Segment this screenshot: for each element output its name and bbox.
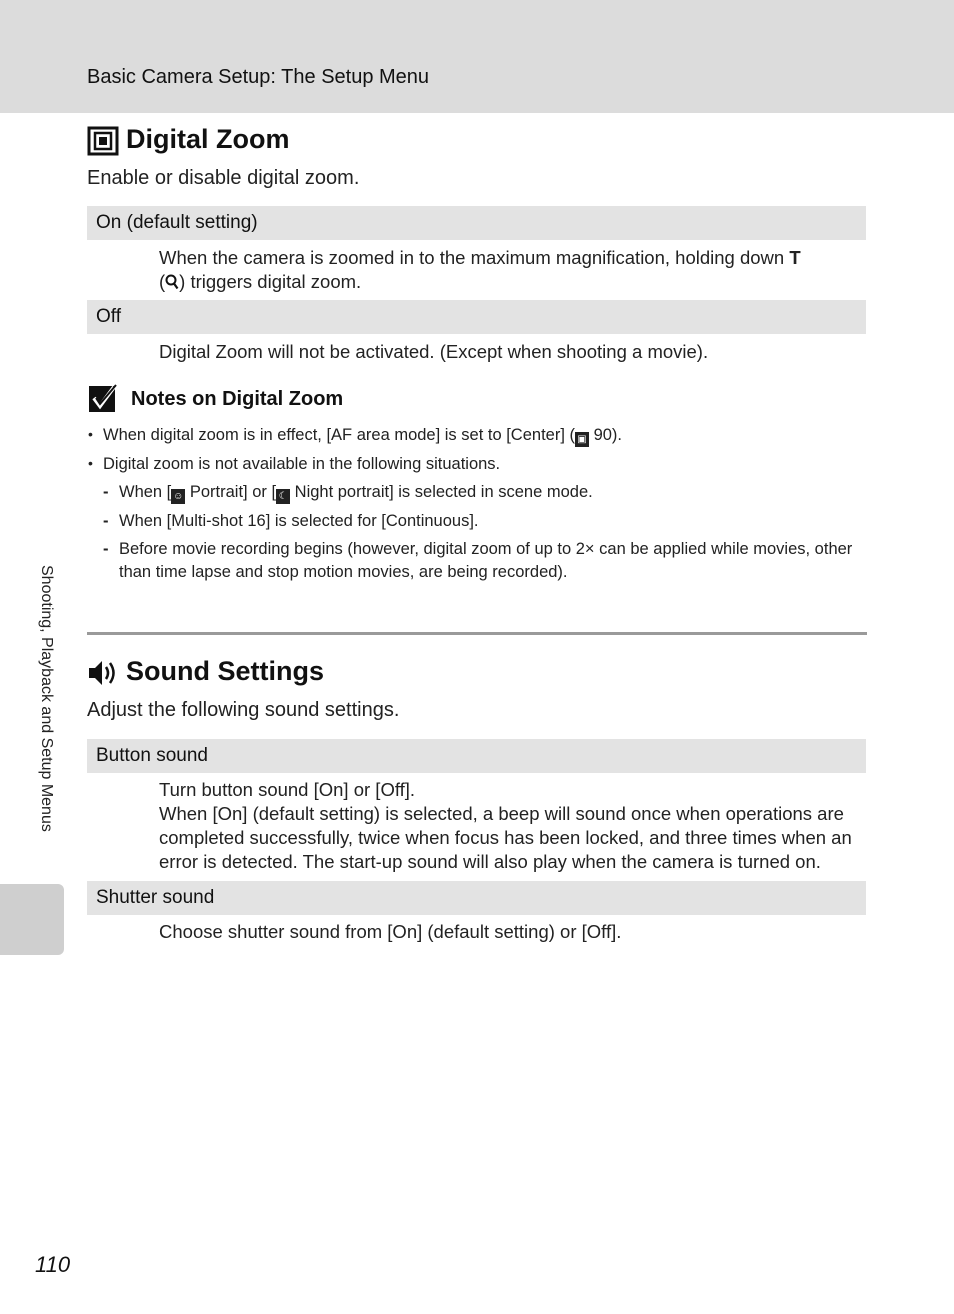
zoom-in-icon: [165, 271, 179, 292]
side-tab-marker: [0, 884, 64, 955]
option-on-desc-open: (: [159, 271, 166, 292]
speaker-icon: [87, 658, 119, 686]
button-sound-desc-line2: When [On] (default setting) is selected, a beep will sound once when operations are completed successfully, twice when focus has been locked, and three times when an error is detected. The start-up sound will also play when the camera is turned on.: [159, 803, 852, 872]
note-bullet-1-text: When digital zoom is in effect, [AF area mode] is set to [Center] (: [103, 426, 575, 444]
note-sub-1-pre: When [: [119, 483, 172, 501]
note-sub-3: - Before movie recording begins (however, digital zoom of up to 2× can be applied while movies, other than time lapse and stop motion movies, are being recorded).: [103, 538, 868, 584]
note-sub-1-post: Night portrait] is selected in scene mode.: [290, 483, 593, 501]
page-number: 110: [35, 1252, 71, 1277]
option-off-description: Digital Zoom will not be activated. (Except when shooting a movie).: [159, 341, 709, 362]
note-sub-2: - When [Multi-shot 16] is selected for [Continuous].: [103, 510, 868, 533]
digital-zoom-icon: [87, 126, 119, 154]
note-sub-3-text: Before movie recording begins (however, digital zoom of up to 2× can be applied while movies, other than time lapse and stop motion movies, are being recorded).: [119, 540, 853, 581]
section-divider: [87, 632, 867, 635]
header-band: [0, 0, 954, 113]
notes-title: Notes on Digital Zoom: [131, 387, 344, 410]
side-section-label: Shooting, Playback and Setup Menus: [38, 565, 55, 832]
digital-zoom-heading: [87, 124, 290, 155]
button-sound-description: [159, 778, 864, 874]
notes-heading: [88, 384, 343, 414]
night-portrait-icon: ☾: [276, 489, 290, 504]
note-bullet-1: • When digital zoom is in effect, [AF area mode] is set to [Center] ( ▣ 90).: [88, 426, 623, 445]
note-sub-2-text: When [Multi-shot 16] is selected for [Continuous].: [119, 512, 479, 530]
reference-page-icon: ▣: [575, 432, 589, 447]
option-on-desc-line2: ) triggers digital zoom.: [179, 271, 362, 292]
option-on-bar: On (default setting): [87, 206, 866, 240]
note-bullet-2: • Digital zoom is not available in the following situations.: [88, 455, 501, 473]
sound-settings-heading: [87, 656, 324, 687]
option-off-bar: Off: [87, 300, 866, 334]
note-bullet-2-text: Digital zoom is not available in the following situations.: [103, 455, 501, 473]
checkmark-note-icon: [88, 384, 118, 414]
button-sound-desc-line1: Turn button sound [On] or [Off].: [159, 779, 416, 800]
note-bullet-1-ref: 90).: [588, 426, 623, 444]
sound-settings-description: Adjust the following sound settings.: [87, 699, 400, 721]
note-sub-1-mid: Portrait] or [: [185, 483, 277, 501]
shutter-sound-bar: Shutter sound: [87, 881, 866, 915]
button-sound-bar: Button sound: [87, 739, 866, 773]
option-on-description: [159, 246, 864, 294]
portrait-icon: ☺: [173, 491, 184, 502]
tele-key: T: [789, 247, 801, 268]
digital-zoom-description: Enable or disable digital zoom.: [87, 167, 360, 189]
digital-zoom-title: Digital Zoom: [126, 124, 290, 154]
note-sub-1: - When [ ☺ Portrait] or [ ☾ Night portrait] is selected in scene mode.: [103, 483, 593, 502]
sound-settings-title: Sound Settings: [126, 656, 324, 686]
shutter-sound-description: Choose shutter sound from [On] (default setting) or [Off].: [159, 921, 622, 942]
header-title: Basic Camera Setup: The Setup Menu: [87, 66, 430, 88]
option-on-desc-line1: When the camera is zoomed in to the maximum magnification, holding down: [159, 247, 785, 268]
